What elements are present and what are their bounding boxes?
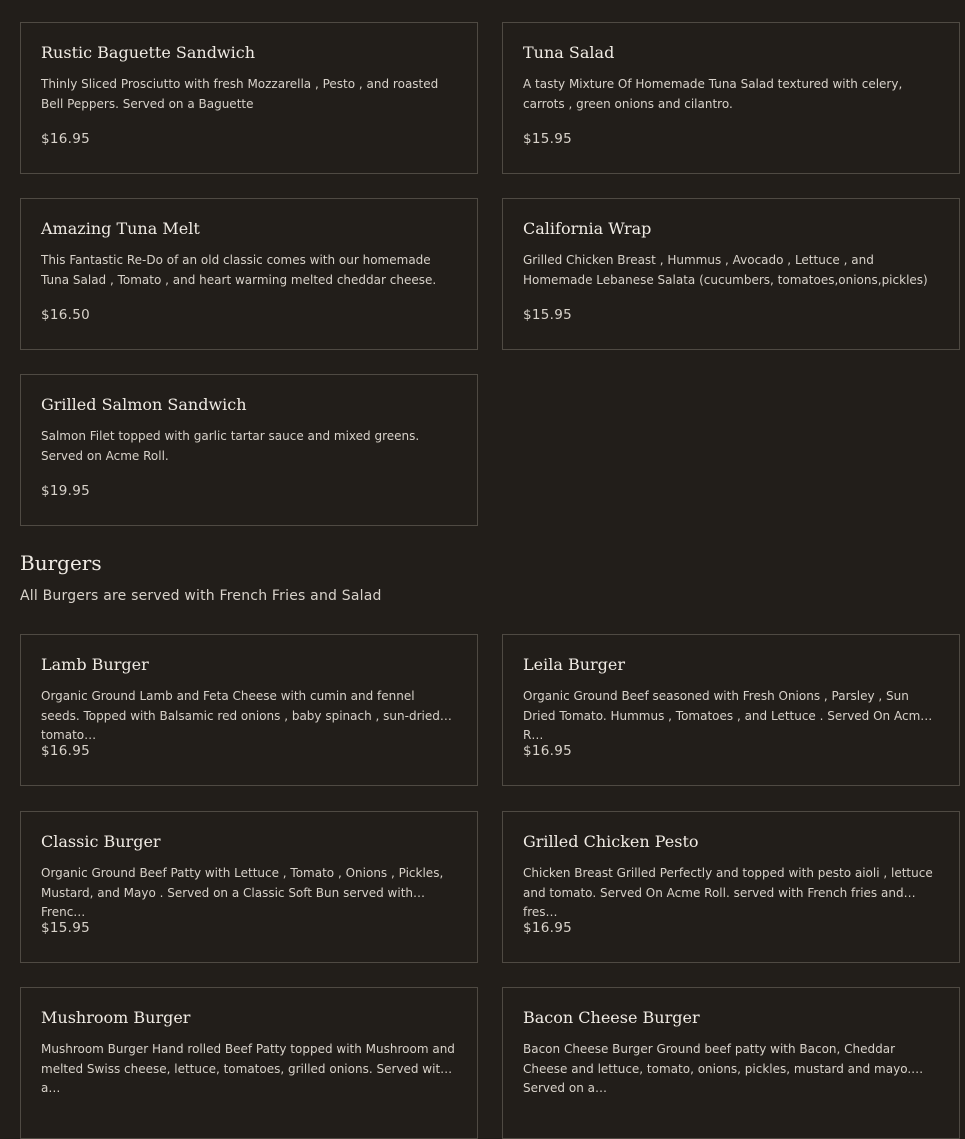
menu-item-description: Organic Ground Beef Patty with Lettuce , Tomato , Onions , Pickles, Mustard, and Mayo . Served on a Classic Soft Bun served with Frenc… bbox=[41, 866, 444, 919]
section-title: Burgers bbox=[20, 551, 102, 575]
menu-item-name: Lamb Burger bbox=[41, 655, 149, 674]
menu-item-name: Rustic Baguette Sandwich bbox=[41, 43, 256, 62]
menu-item-price: $16.95 bbox=[41, 131, 91, 147]
menu-item-description: Mushroom Burger Hand rolled Beef Patty topped with Mushroom and melted Swiss cheese, lettuce, tomatoes, grilled onions. Served with a… bbox=[41, 1042, 455, 1095]
menu-item-card[interactable] bbox=[20, 198, 478, 350]
menu-item-name: Amazing Tuna Melt bbox=[41, 219, 200, 238]
menu-item-price: $16.95 bbox=[523, 920, 573, 936]
menu-item-price: $15.95 bbox=[41, 920, 91, 936]
menu-item-card[interactable] bbox=[502, 22, 960, 174]
menu-item-name: Grilled Chicken Pesto bbox=[523, 832, 699, 851]
menu-item-card[interactable] bbox=[20, 987, 478, 1139]
menu-item-card[interactable] bbox=[20, 374, 478, 526]
section-description: All Burgers are served with French Fries and Salad bbox=[20, 588, 382, 604]
menu-item-description: Chicken Breast Grilled Perfectly and topped with pesto aioli , lettuce and tomato. Served On Acme Roll. served with French fries and fres… bbox=[523, 866, 933, 919]
menu-item-price: $19.95 bbox=[41, 483, 91, 499]
menu-item-name: Tuna Salad bbox=[523, 43, 615, 62]
menu-item-price: $16.50 bbox=[41, 307, 91, 323]
menu-item-name: California Wrap bbox=[523, 219, 652, 238]
menu-item-price: $16.95 bbox=[41, 743, 91, 759]
menu-item-card[interactable] bbox=[502, 987, 960, 1139]
menu-item-name: Mushroom Burger bbox=[41, 1008, 191, 1027]
menu-item-price: $15.95 bbox=[523, 131, 573, 147]
menu-item-description: Grilled Chicken Breast , Hummus , Avocado , Lettuce , and Homemade Lebanese Salata (cucumbers, tomatoes,onions,pickles) bbox=[523, 253, 928, 287]
menu-item-description: Thinly Sliced Prosciutto with fresh Mozzarella , Pesto , and roasted Bell Peppers. Served on a Baguette bbox=[41, 77, 439, 111]
menu-item-price: $15.95 bbox=[523, 307, 573, 323]
menu-item-name: Grilled Salmon Sandwich bbox=[41, 395, 247, 414]
menu-item-name: Classic Burger bbox=[41, 832, 161, 851]
menu-item-name: Leila Burger bbox=[523, 655, 626, 674]
menu-item-card[interactable] bbox=[502, 634, 960, 786]
menu-item-description: Organic Ground Lamb and Feta Cheese with cumin and fennel seeds. Topped with Balsamic red onions , baby spinach , sun-dried tomato… bbox=[41, 689, 440, 742]
menu-item-description: Salmon Filet topped with garlic tartar sauce and mixed greens. Served on Acme Roll. bbox=[41, 429, 420, 463]
menu-item-card[interactable] bbox=[20, 811, 478, 963]
menu-item-card[interactable] bbox=[502, 198, 960, 350]
menu-item-description: A tasty Mixture Of Homemade Tuna Salad textured with celery, carrots , green onions and cilantro. bbox=[523, 77, 903, 111]
menu-item-description: Organic Ground Beef seasoned with Fresh Onions , Parsley , Sun Dried Tomato. Hummus , Tomatoes , and Lettuce . Served On Acme R… bbox=[523, 689, 928, 742]
menu-item-description: This Fantastic Re-Do of an old classic comes with our homemade Tuna Salad , Tomato , and heart warming melted cheddar cheese. bbox=[41, 253, 437, 287]
menu-item-card[interactable] bbox=[502, 811, 960, 963]
menu-item-card[interactable] bbox=[20, 22, 478, 174]
menu-item-price: $16.95 bbox=[523, 743, 573, 759]
menu-item-description: Bacon Cheese Burger Ground beef patty with Bacon, Cheddar Cheese and lettuce, tomato, onions, pickles, mustard and mayo. Served on a… bbox=[523, 1042, 912, 1095]
menu-item-card[interactable] bbox=[20, 634, 478, 786]
menu-item-name: Bacon Cheese Burger bbox=[523, 1008, 700, 1027]
